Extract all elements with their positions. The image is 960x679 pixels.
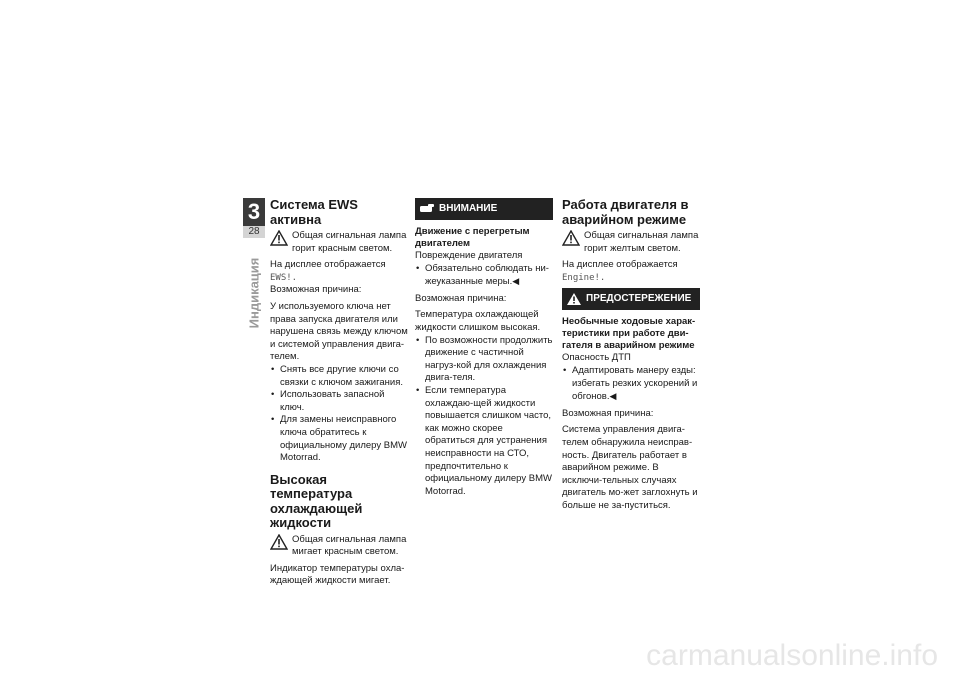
warning-row-3	[562, 230, 700, 255]
list-item	[562, 365, 700, 404]
warning-row-1	[270, 230, 408, 255]
list-item-text: Адаптировать манеру езды: избегать резких ускорений и обгонов.	[572, 364, 698, 403]
page-number: 28	[243, 226, 265, 238]
list-item: • Если температура охлаждаю-щей жидкости повышается слишком часто, как можно скорее обратиться для устранения неисправности на СТО, предпочтительно к официальному дилеру BMW Motorrad.	[415, 385, 553, 498]
cause-text: Система управления двига-телем обнаружила неисправ-ность. Двигатель работает в аварийном режиме. В исключи-тельных случаях двигатель мо-жет заглохнуть и больше не за-пуститься.	[562, 424, 698, 511]
warning-triangle-icon	[270, 230, 288, 255]
column-2	[415, 198, 553, 498]
caution-text: ПРЕДОСТЕРЕЖЕНИЕ	[586, 293, 692, 305]
chapter-number: 3	[243, 198, 265, 226]
list-item: • Снять все другие ключи со связки с ключом зажигания.	[270, 364, 408, 389]
warning-triangle-icon	[562, 292, 586, 306]
cause-label: Возможная причина:	[270, 284, 362, 296]
display-label: На дисплее отображается	[562, 259, 678, 271]
subheading-unusual: Необычные ходовые харак-теристики при работе дви-гателя в аварийном режиме	[562, 316, 696, 352]
cause-label: Возможная причина:	[562, 407, 654, 419]
caution-label	[562, 288, 700, 310]
cause-text: У используемого ключа нет права запуска двигателя или нарушена связь между ключом и системой управления двига-телем.	[270, 300, 408, 363]
warning-triangle-icon	[562, 230, 580, 255]
cause-label: Возможная причина:	[415, 292, 507, 304]
indicator-text: Индикатор температуры охла-ждающей жидкости мигает.	[270, 562, 405, 587]
subheading-overheat: Движение с перегретым двигателем	[415, 226, 530, 249]
watermark: carmanualsonline.info	[646, 639, 938, 672]
attention-text: ВНИМАНИЕ	[439, 202, 498, 214]
end-triangle-icon: ◀	[512, 276, 520, 287]
list-item-text: Обязательно соблюдать ни-жеуказанные меры.	[425, 262, 549, 288]
list-item: • Для замены неисправного ключа обратитесь к официальному дилеру BMW Motorrad.	[270, 414, 408, 464]
warning-triangle-icon	[270, 534, 288, 559]
heading-ews: Система EWS активна	[270, 197, 358, 227]
column-1	[270, 198, 408, 588]
heading-emergency: Работа двигателя в аварийном режиме	[562, 197, 689, 227]
end-triangle-icon: ◀	[609, 391, 617, 402]
display-label: На дисплее отображается	[270, 259, 386, 271]
damage-text: Повреждение двигателя	[415, 250, 523, 261]
list-item	[415, 263, 553, 289]
list-item: • По возможности продолжить движение с частичной нагруз-кой для охлаждения двига-теля.	[415, 335, 553, 385]
cause-text: Температура охлаждающей жидкости слишком высокая.	[415, 309, 541, 333]
section-title: Индикация	[246, 257, 262, 329]
warning-row-2	[270, 534, 408, 559]
warning-text-1: Общая сигнальная лампа горит красным светом.	[292, 230, 407, 254]
list-item: • Использовать запасной ключ.	[270, 389, 408, 414]
column-3	[562, 198, 700, 513]
warning-text-3: Общая сигнальная лампа горит желтым светом.	[584, 230, 699, 254]
hand-pointer-icon	[415, 203, 439, 215]
display-line	[270, 259, 408, 284]
danger-text: Опасность ДТП	[562, 352, 631, 364]
display-code: EWS!.	[270, 272, 298, 283]
warning-text-2: Общая сигнальная лампа мигает красным светом.	[292, 533, 407, 558]
heading-coolant: Высокая температура охлаждающей жидкости	[270, 471, 363, 531]
attention-label	[415, 198, 553, 220]
display-code: Engine!.	[562, 272, 606, 283]
